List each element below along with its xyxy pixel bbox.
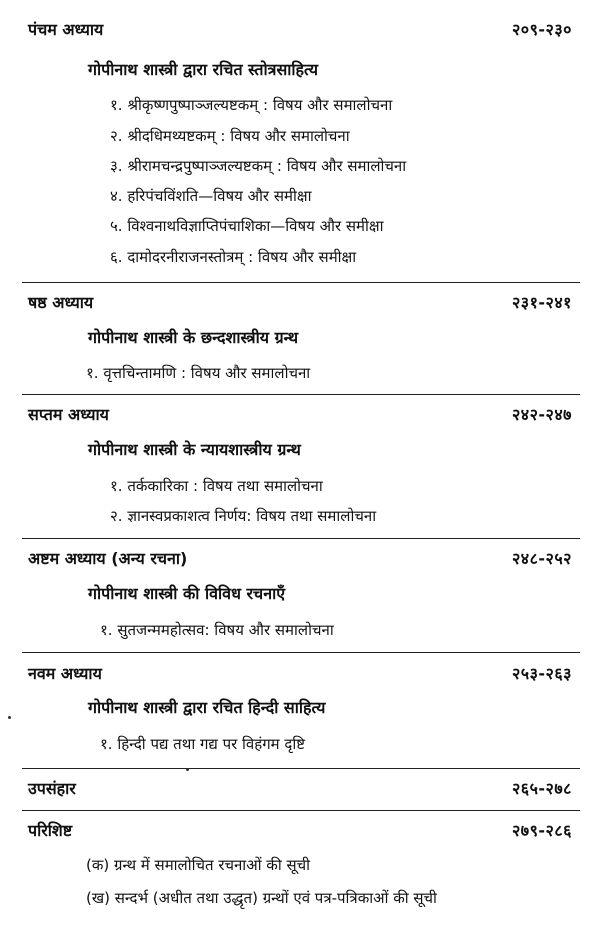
chapter-page-range: २७९-२८६ [511,821,572,840]
section-divider [22,538,580,539]
list-item: (क) ग्रन्थ में समालोचित रचनाओं की सूची [86,856,311,874]
chapter-title: उपसंहार [28,779,76,798]
section-divider [22,768,580,769]
chapter-subtitle: गोपीनाथ शास्त्री के न्यायशास्त्रीय ग्रन्थ [88,440,301,459]
list-item: ३. श्रीरामचन्द्रपुष्पाञ्जल्यष्टकम् : विषय और समालोचना [110,157,407,175]
list-item: १. तर्ककारिका : विषय तथा समालोचना [110,477,323,495]
chapter-heading [0,662,600,688]
section-divider [22,652,580,653]
list-item: १. श्रीकृष्णपुष्पाञ्जल्यष्टकम् : विषय और समालोचना [110,96,393,114]
chapter-title: षष्ठ अध्याय [28,293,94,312]
chapter-heading [0,819,600,845]
print-speck [8,716,11,719]
chapter-page-range: २४८-२५२ [511,549,572,568]
chapter-page-range: २६५-२७८ [511,779,572,798]
chapter-page-range: २५३-२६३ [511,664,572,683]
list-item: १. वृत्तचिन्तामणि : विषय और समालोचना [86,364,311,382]
chapter-subtitle: गोपीनाथ शास्त्री के छन्दशास्त्रीय ग्रन्थ [88,328,299,347]
chapter-page-range: २३१-२४१ [511,293,572,312]
chapter-heading [0,18,600,44]
chapter-heading [0,777,600,803]
list-item: २. श्रीदधिमथ्यष्टकम् : विषय और समालोचना [110,127,350,145]
chapter-heading [0,403,600,429]
chapter-heading [0,291,600,317]
list-item: ६. दामोदरनीराजनस्तोत्रम् : विषय और समीक्षा [110,248,357,266]
list-item: ५. विश्वनाथविज्ञाप्तिपंचाशिका—विषय और समीक्षा [110,217,384,235]
chapter-page-range: २०९-२३० [511,20,572,39]
list-item: २. ज्ञानस्वप्रकाशत्व निर्णय: विषय तथा समालोचना [110,507,377,525]
chapter-title: नवम अध्याय [28,664,102,683]
list-item: (ख) सन्दर्भ (अधीत तथा उद्धृत) ग्रन्थों एवं पत्र-पत्रिकाओं की सूची [86,889,437,907]
list-item: १. हिन्दी पद्य तथा गद्य पर विहंगम दृष्टि [100,735,306,753]
list-item: १. सुतजन्ममहोत्सव: विषय और समालोचना [100,621,334,639]
chapter-subtitle: गोपीनाथ शास्त्री द्वारा रचित हिन्दी साहित्य [88,698,326,717]
chapter-subtitle: गोपीनाथ शास्त्री द्वारा रचित स्तोत्रसाहित्य [88,60,318,79]
chapter-title: पंचम अध्याय [28,20,104,39]
print-speck [186,768,189,771]
chapter-title: अष्टम अध्याय (अन्य रचना) [28,549,188,568]
chapter-subtitle: गोपीनाथ शास्त्री की विविध रचनाएँ [88,584,286,603]
list-item: ४. हरिपंचविंशति—विषय और समीक्षा [110,187,312,205]
chapter-title: सप्तम अध्याय [28,405,109,424]
chapter-title: परिशिष्ट [28,821,73,840]
chapter-page-range: २४२-२४७ [511,405,572,424]
section-divider [22,394,580,395]
chapter-heading [0,547,600,573]
section-divider [22,810,580,811]
section-divider [22,282,580,283]
